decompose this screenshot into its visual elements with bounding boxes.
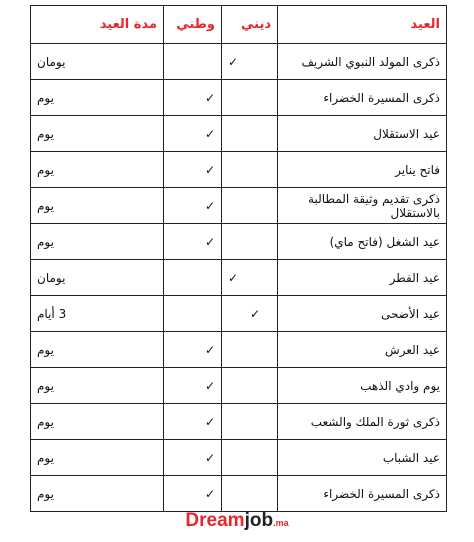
holiday-name: ذكرى المسيرة الخضراء (278, 476, 447, 512)
table-header-row (31, 6, 447, 44)
brand-logo-part-domain: .ma (273, 518, 289, 528)
holiday-duration: يوم (31, 224, 164, 260)
religious-check-icon (222, 224, 278, 260)
header-national: وطني (164, 6, 222, 44)
religious-check-icon (222, 152, 278, 188)
holiday-duration: يومان (31, 260, 164, 296)
national-check-icon: ✓ (164, 188, 222, 224)
religious-check-icon (222, 404, 278, 440)
holiday-name: عيد الأضحى (278, 296, 447, 332)
national-check-icon: ✓ (164, 476, 222, 512)
national-check-icon: ✓ (164, 404, 222, 440)
table-row (31, 440, 447, 476)
national-check-icon: ✓ (164, 440, 222, 476)
holidays-table (30, 5, 447, 512)
religious-check-icon (222, 476, 278, 512)
holiday-name: عيد الشغل (فاتح ماي) (278, 224, 447, 260)
national-check-icon (164, 260, 222, 296)
holiday-name: ذكرى ثورة الملك والشعب (278, 404, 447, 440)
religious-check-icon (222, 440, 278, 476)
national-check-icon: ✓ (164, 368, 222, 404)
table-row (31, 44, 447, 80)
national-check-icon (164, 296, 222, 332)
holiday-duration: يوم (31, 440, 164, 476)
holiday-name: عيد العرش (278, 332, 447, 368)
national-check-icon: ✓ (164, 116, 222, 152)
holiday-duration: يوم (31, 368, 164, 404)
table-row (31, 368, 447, 404)
national-check-icon: ✓ (164, 332, 222, 368)
national-check-icon (164, 44, 222, 80)
holiday-name: ذكرى المولد النبوي الشريف (278, 44, 447, 80)
holiday-duration: يوم (31, 332, 164, 368)
holiday-name: عيد الفطر (278, 260, 447, 296)
religious-check-icon (222, 368, 278, 404)
table-row (31, 152, 447, 188)
national-check-icon: ✓ (164, 224, 222, 260)
religious-check-icon (222, 188, 278, 224)
religious-check-icon: ✓ (222, 44, 278, 80)
brand-logo (0, 510, 474, 532)
header-duration: مدة العيد (31, 6, 164, 44)
header-holiday: العيد (278, 6, 447, 44)
national-check-icon: ✓ (164, 152, 222, 188)
religious-check-icon (222, 116, 278, 152)
holiday-duration: يوم (31, 116, 164, 152)
holiday-name: عيد الاستقلال (278, 116, 447, 152)
holiday-duration: يوم (31, 152, 164, 188)
holiday-duration: يوم (31, 188, 164, 224)
religious-check-icon (222, 332, 278, 368)
brand-logo-part-dream: Dream (185, 510, 245, 531)
table-row (31, 224, 447, 260)
table-row (31, 260, 447, 296)
holiday-duration: 3 أيام (31, 296, 164, 332)
table-row (31, 404, 447, 440)
holiday-name: يوم وادي الذهب (278, 368, 447, 404)
table-row (31, 476, 447, 512)
holiday-name: ذكرى تقديم وثيقة المطالبة بالاستقلال (278, 188, 447, 224)
religious-check-icon: ✓ (222, 260, 278, 296)
table-row (31, 296, 447, 332)
holiday-name: عيد الشباب (278, 440, 447, 476)
table-row (31, 188, 447, 224)
header-religious: ديني (222, 6, 278, 44)
holiday-duration: يوم (31, 80, 164, 116)
table-row (31, 80, 447, 116)
religious-check-icon (222, 80, 278, 116)
religious-check-icon: ✓ (222, 296, 278, 332)
holiday-duration: يوم (31, 476, 164, 512)
holiday-duration: يوم (31, 404, 164, 440)
holiday-duration: يومان (31, 44, 164, 80)
holiday-name: فاتح يناير (278, 152, 447, 188)
national-check-icon: ✓ (164, 80, 222, 116)
table-row (31, 116, 447, 152)
brand-logo-part-job: job (244, 510, 274, 531)
table-row (31, 332, 447, 368)
holiday-name: ذكرى المسيرة الخضراء (278, 80, 447, 116)
